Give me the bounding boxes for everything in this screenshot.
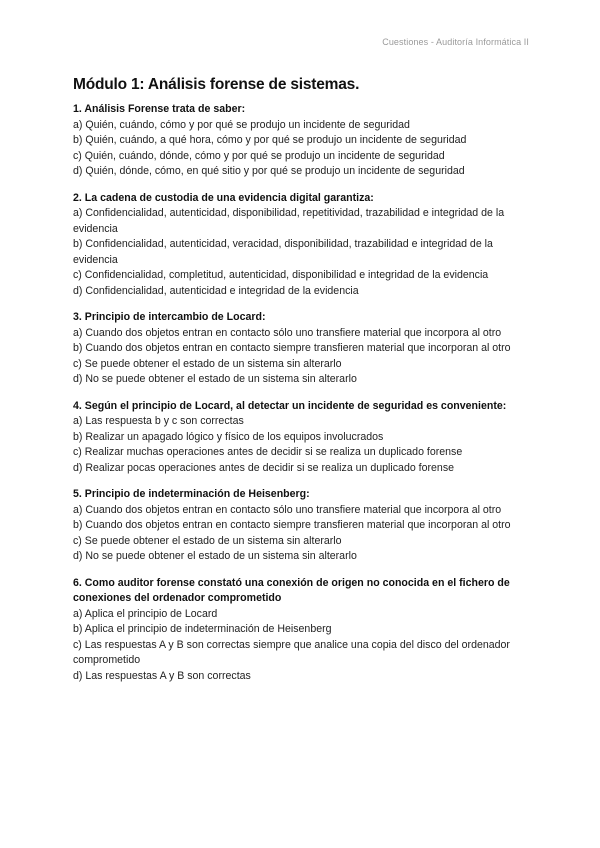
answer-option-b: b) Cuando dos objetos entran en contacto siempre transfieren material que incorporan al otro	[73, 519, 511, 531]
question-title: 2. La cadena de custodia de una evidencia digital garantiza:	[73, 191, 374, 204]
question-2	[73, 191, 533, 300]
answer-option-b: b) Quién, cuándo, a qué hora, cómo y por qué se produjo un incidente de seguridad	[73, 134, 467, 146]
question-6	[73, 576, 533, 685]
answer-option-a: a) Quién, cuándo, cómo y por qué se produjo un incidente de seguridad	[73, 118, 410, 131]
answer-option-a: a) Confidencialidad, autenticidad, disponibilidad, repetitividad, trazabilidad e integridad de la evidencia	[73, 207, 505, 235]
question-title: 1. Análisis Forense trata de saber:	[73, 103, 246, 115]
answer-option-b: b) Cuando dos objetos entran en contacto siempre transfieren material que incorporan al otro	[73, 342, 511, 354]
running-header: Cuestiones - Auditoría Informática II	[382, 37, 529, 47]
question-title: 3. Principio de intercambio de Locard:	[73, 311, 266, 323]
answer-option-b: b) Confidencialidad, autenticidad, veracidad, disponibilidad, trazabilidad e integridad de la evidencia	[73, 238, 493, 266]
answer-option-a: a) Las respuesta b y c son correctas	[73, 415, 244, 427]
question-title: 6. Como auditor forense constató una conexión de origen no conocida en el fichero de conexiones del ordenador comprometido	[73, 576, 510, 604]
question-4	[73, 399, 533, 477]
question-title: 5. Principio de indeterminación de Heisenberg:	[73, 488, 310, 500]
question-3	[73, 310, 533, 388]
answer-option-c: c) Quién, cuándo, dónde, cómo y por qué se produjo un incidente de seguridad	[73, 149, 445, 162]
answer-option-b: b) Aplica el principio de indeterminación de Heisenberg	[73, 623, 332, 635]
answer-option-d: d) Quién, dónde, cómo, en qué sitio y por qué se produjo un incidente de seguridad	[73, 165, 465, 177]
answer-option-c: c) Realizar muchas operaciones antes de decidir si se realiza un duplicado forense	[73, 446, 463, 458]
answer-option-d: d) Las respuestas A y B son correctas	[73, 669, 251, 682]
answer-option-b: b) Realizar un apagado lógico y físico de los equipos involucrados	[73, 430, 384, 443]
question-5	[73, 487, 533, 565]
question-title: 4. Según el principio de Locard, al detectar un incidente de seguridad es conveniente:	[73, 399, 507, 412]
answer-option-d: d) No se puede obtener el estado de un sistema sin alterarlo	[73, 550, 357, 562]
answer-option-d: d) Realizar pocas operaciones antes de decidir si se realiza un duplicado forense	[73, 461, 455, 474]
module-title: Módulo 1: Análisis forense de sistemas.	[73, 76, 360, 93]
question-1	[73, 102, 533, 180]
answer-option-c: c) Se puede obtener el estado de un sistema sin alterarlo	[73, 357, 342, 370]
answer-option-c: c) Confidencialidad, completitud, autenticidad, disponibilidad e integridad de la evidencia	[73, 269, 489, 281]
answer-option-c: c) Las respuestas A y B son correctas siempre que analice una copia del disco del ordenador comprometido	[73, 638, 510, 666]
answer-option-d: d) Confidencialidad, autenticidad e integridad de la evidencia	[73, 284, 359, 297]
answer-option-a: a) Aplica el principio de Locard	[73, 607, 218, 620]
answer-option-a: a) Cuando dos objetos entran en contacto sólo uno transfiere material que incorpora al otro	[73, 326, 502, 339]
answer-option-a: a) Cuando dos objetos entran en contacto sólo uno transfiere material que incorpora al otro	[73, 503, 502, 516]
answer-option-d: d) No se puede obtener el estado de un sistema sin alterarlo	[73, 373, 357, 385]
question-list	[73, 102, 533, 695]
answer-option-c: c) Se puede obtener el estado de un sistema sin alterarlo	[73, 534, 342, 547]
